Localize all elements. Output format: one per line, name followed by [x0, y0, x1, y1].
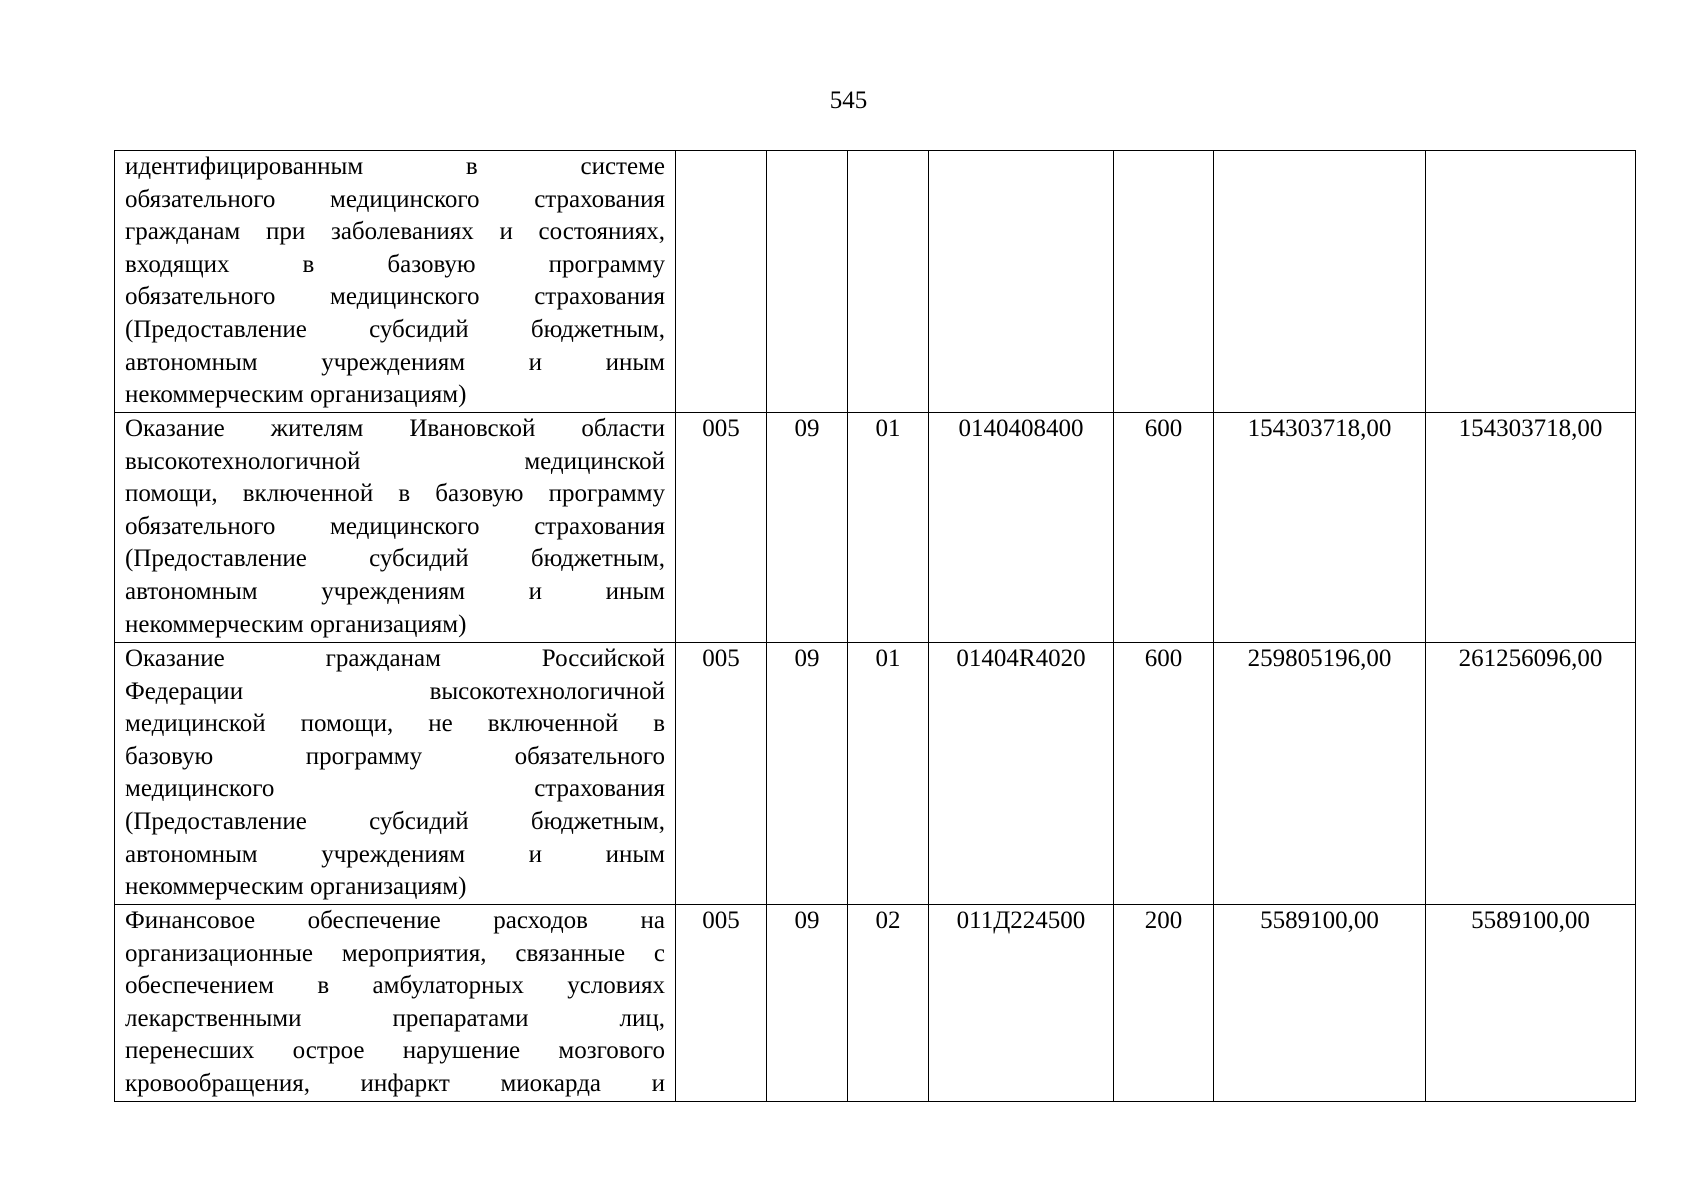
row-description	[115, 643, 676, 905]
table-row	[115, 413, 1636, 643]
description-line: автономным учреждениям и иным	[125, 577, 665, 605]
description-line: автономным учреждениям и иным	[125, 840, 665, 868]
description-line: обеспечением в амбулаторных условиях	[125, 972, 665, 1000]
description-line: некоммерческим организациям)	[125, 610, 467, 638]
description-line: базовую программу обязательного	[125, 742, 665, 770]
subsection-code-cell: 01	[848, 413, 929, 643]
description-line: гражданам при заболеваниях и состояниях,	[125, 218, 665, 246]
section-code-cell: 09	[767, 643, 848, 905]
amount-second-year-cell: 154303718,00	[1426, 413, 1636, 643]
amount-second-year-cell	[1426, 151, 1636, 413]
row-description	[115, 905, 676, 1102]
subsection-code-cell	[848, 151, 929, 413]
description-line: Оказание гражданам Российской	[125, 645, 665, 672]
section-code-cell	[767, 151, 848, 413]
ministry-code-cell: 005	[676, 643, 767, 905]
description-line: автономным учреждениям и иным	[125, 348, 665, 376]
amount-first-year-cell: 259805196,00	[1214, 643, 1426, 905]
ministry-code-cell	[676, 151, 767, 413]
description-line: помощи, включенной в базовую программу	[125, 480, 665, 508]
table-row	[115, 643, 1636, 905]
description-line: Федерации высокотехнологичной	[125, 677, 665, 705]
description-line: некоммерческим организациям)	[125, 873, 467, 901]
description-line: кровообращения, инфаркт миокарда и	[125, 1069, 665, 1097]
table-row	[115, 151, 1636, 413]
target-article-cell: 0140408400	[929, 413, 1114, 643]
description-line: Финансовое обеспечение расходов на	[125, 907, 665, 934]
subsection-code-cell: 02	[848, 905, 929, 1102]
description-line: обязательного медицинского страхования	[125, 512, 665, 540]
description-line: обязательного медицинского страхования	[125, 185, 665, 213]
expense-type-cell: 600	[1114, 643, 1214, 905]
description-line: высокотехнологичной медицинской	[125, 447, 665, 475]
description-line: лекарственными препаратами лиц,	[125, 1004, 665, 1032]
description-line: входящих в базовую программу	[125, 250, 665, 278]
description-line: медицинского страхования	[125, 775, 665, 803]
description-line: (Предоставление субсидий бюджетным,	[125, 315, 665, 343]
subsection-code-cell: 01	[848, 643, 929, 905]
target-article-cell: 011Д224500	[929, 905, 1114, 1102]
section-code-cell: 09	[767, 905, 848, 1102]
description-line: перенесших острое нарушение мозгового	[125, 1037, 665, 1065]
amount-second-year-cell: 5589100,00	[1426, 905, 1636, 1102]
expense-type-cell: 600	[1114, 413, 1214, 643]
expense-type-cell	[1114, 151, 1214, 413]
description-line: (Предоставление субсидий бюджетным,	[125, 807, 665, 835]
section-code-cell: 09	[767, 413, 848, 643]
page-number: 545	[829, 87, 868, 114]
description-line: медицинской помощи, не включенной в	[125, 710, 665, 738]
row-description	[115, 413, 676, 643]
ministry-code-cell: 005	[676, 905, 767, 1102]
amount-first-year-cell: 154303718,00	[1214, 413, 1426, 643]
description-line: Оказание жителям Ивановской области	[125, 415, 665, 442]
amount-first-year-cell	[1214, 151, 1426, 413]
description-line: организационные мероприятия, связанные с	[125, 939, 665, 967]
budget-table	[114, 150, 1636, 1102]
table-row	[115, 905, 1636, 1102]
row-description	[115, 151, 676, 413]
description-line: идентифицированным в системе	[125, 153, 665, 180]
target-article-cell	[929, 151, 1114, 413]
ministry-code-cell: 005	[676, 413, 767, 643]
expense-type-cell: 200	[1114, 905, 1214, 1102]
amount-first-year-cell: 5589100,00	[1214, 905, 1426, 1102]
description-line: (Предоставление субсидий бюджетным,	[125, 545, 665, 573]
amount-second-year-cell: 261256096,00	[1426, 643, 1636, 905]
target-article-cell: 01404R4020	[929, 643, 1114, 905]
description-line: обязательного медицинского страхования	[125, 283, 665, 311]
description-line: некоммерческим организациям)	[125, 381, 467, 409]
